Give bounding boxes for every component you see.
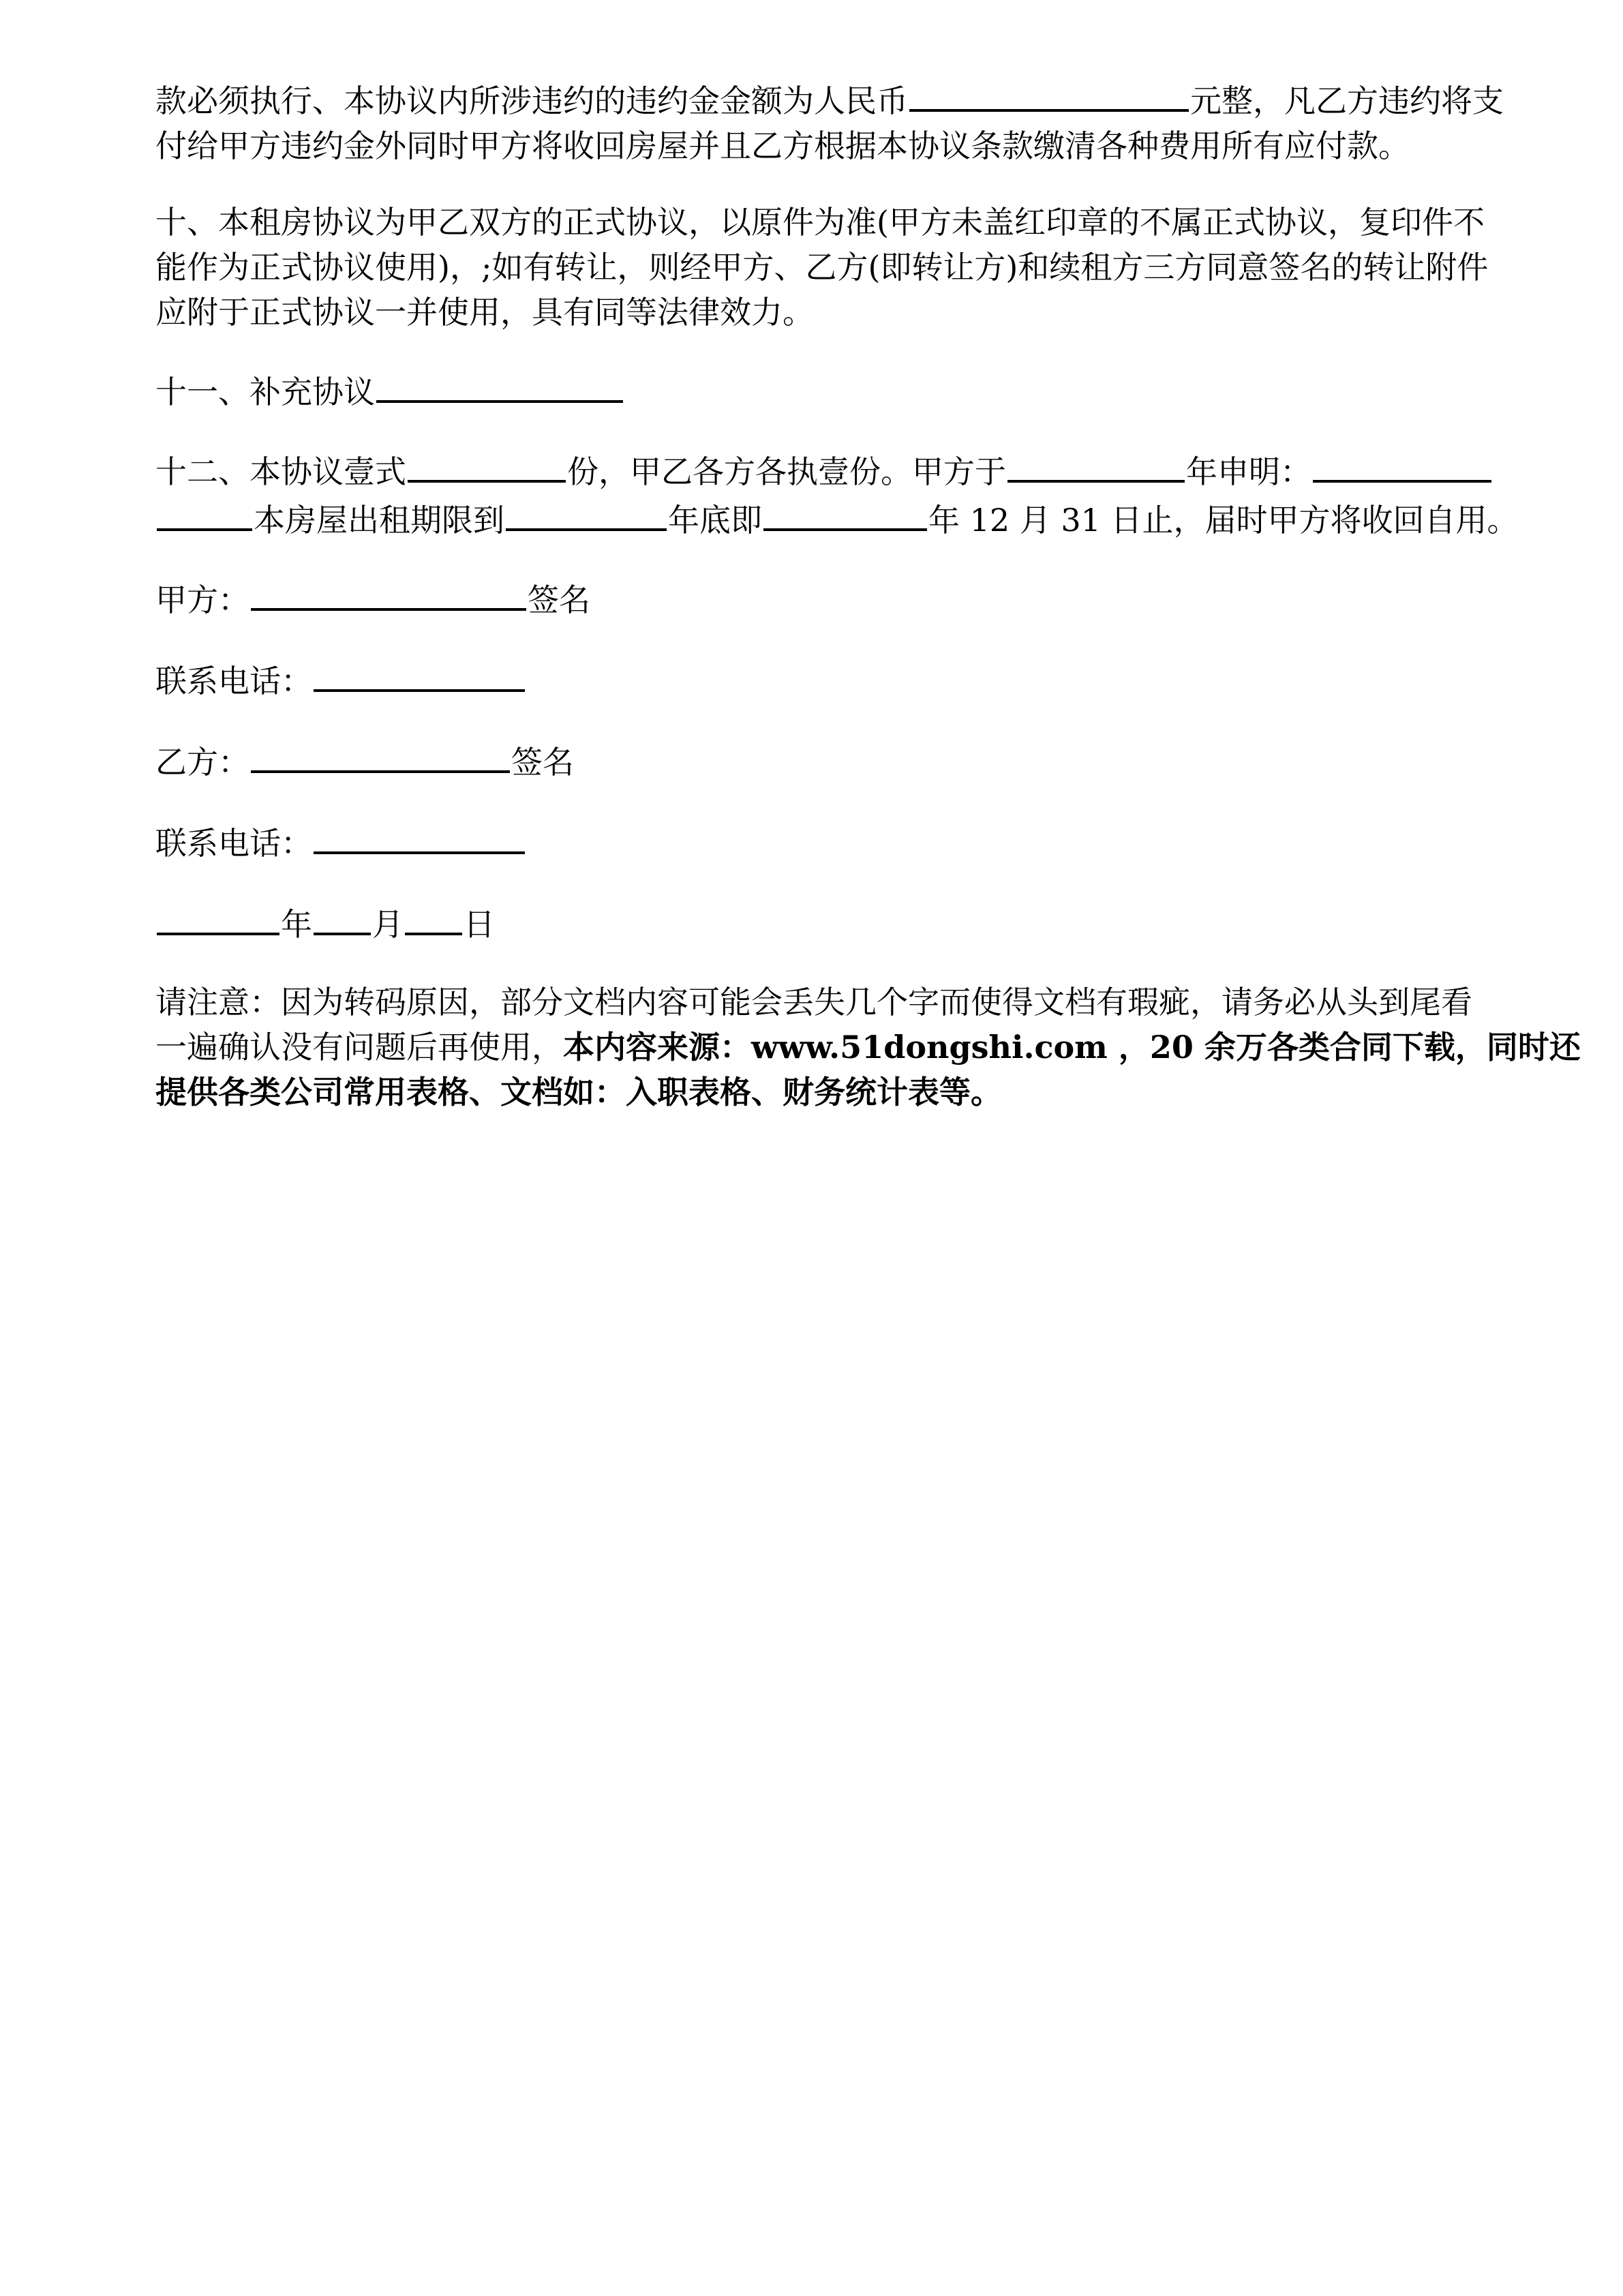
notice-line-2 [155,1025,1581,1070]
party-b-suffix: 签名 [511,744,574,781]
declaration-year-blank[interactable] [1007,446,1185,483]
clause-9-text-b: 元整，凡乙方违约将支 [1190,82,1504,119]
notice-line-3: 提供各类公司常用表格、文档如：入职表格、财务统计表等。 [155,1074,1002,1111]
phone-b-label: 联系电话： [155,825,312,862]
clause-10-line-3: 应附于正式协议一并使用，具有同等法律效力。 [155,294,814,331]
party-a-signature-field[interactable] [251,574,526,611]
copies-count-blank[interactable] [408,446,566,483]
clause-12-text-3: 年申明： [1186,453,1311,490]
clause-12-line-2 [155,494,1560,543]
declaration-content-blank-cont[interactable] [157,494,252,531]
clause-12 [155,446,1560,543]
party-b-phone-field[interactable] [314,817,525,854]
clause-12-text-1: 十二、本协议壹式 [155,453,406,490]
notice-line-2-normal: 一遍确认没有问题后再使用， [155,1029,563,1066]
party-a-label: 甲方： [155,581,249,618]
clause-9-tail [155,75,1560,168]
supplementary-agreement-blank[interactable] [376,366,623,403]
date-month-label: 月 [372,906,404,943]
clause-12-line-1 [155,446,1560,494]
lease-end-year-blank-2[interactable] [763,494,927,531]
party-a-signature-row [155,574,1560,622]
declaration-content-blank[interactable] [1313,446,1491,483]
party-b-phone-row [155,817,1560,866]
clause-10-line-2: 能作为正式协议使用)，;如有转让，则经甲方、乙方(即转让方)和续租方三方同意签名的转让附件 [155,249,1489,286]
clause-11-text: 十一、补充协议 [155,374,375,410]
clause-12-text-4: 本房屋出租期限到 [254,502,504,539]
party-b-signature-field[interactable] [251,736,510,773]
date-row [155,898,1560,947]
lease-end-year-blank[interactable] [506,494,667,531]
party-a-phone-field[interactable] [314,655,525,692]
date-month-field[interactable] [314,898,371,935]
date-day-label: 日 [464,906,495,943]
date-year-field[interactable] [157,898,279,935]
party-b-label: 乙方： [155,744,249,781]
date-day-field[interactable] [405,898,462,935]
clause-12-text-2: 份，甲乙各方各执壹份。甲方于 [567,453,1006,490]
clause-9-line-1 [155,75,1560,123]
document-page [155,75,1581,1146]
phone-a-label: 联系电话： [155,663,312,699]
notice-line-2-bold: 本内容来源：www.51dongshi.com ，20 余万各类合同下载，同时还 [563,1029,1581,1066]
notice [155,980,1581,1115]
penalty-amount-blank[interactable] [909,75,1189,112]
clause-10 [155,200,1560,335]
clause-11 [155,366,1560,414]
notice-line-1: 请注意：因为转码原因，部分文档内容可能会丢失几个字而使得文档有瑕疵，请务必从头到尾看 [155,984,1472,1021]
party-b-signature-row [155,736,1560,785]
party-a-phone-row [155,655,1560,704]
clause-9-line-2: 付给甲方违约金外同时甲方将收回房屋并且乙方根据本协议条款缴清各种费用所有应付款。 [155,127,1410,164]
clause-12-text-5: 年底即 [668,502,762,539]
clause-9-text-a: 款必须执行、本协议内所涉违约的违约金金额为人民币 [155,82,908,119]
party-a-suffix: 签名 [528,581,590,618]
clause-10-line-1: 十、本租房协议为甲乙双方的正式协议，以原件为准(甲方未盖红印章的不属正式协议，复印件不 [155,204,1485,241]
clause-12-text-6: 年 12 月 31 日止，届时甲方将收回自用。 [928,502,1519,539]
date-year-label: 年 [281,906,312,943]
